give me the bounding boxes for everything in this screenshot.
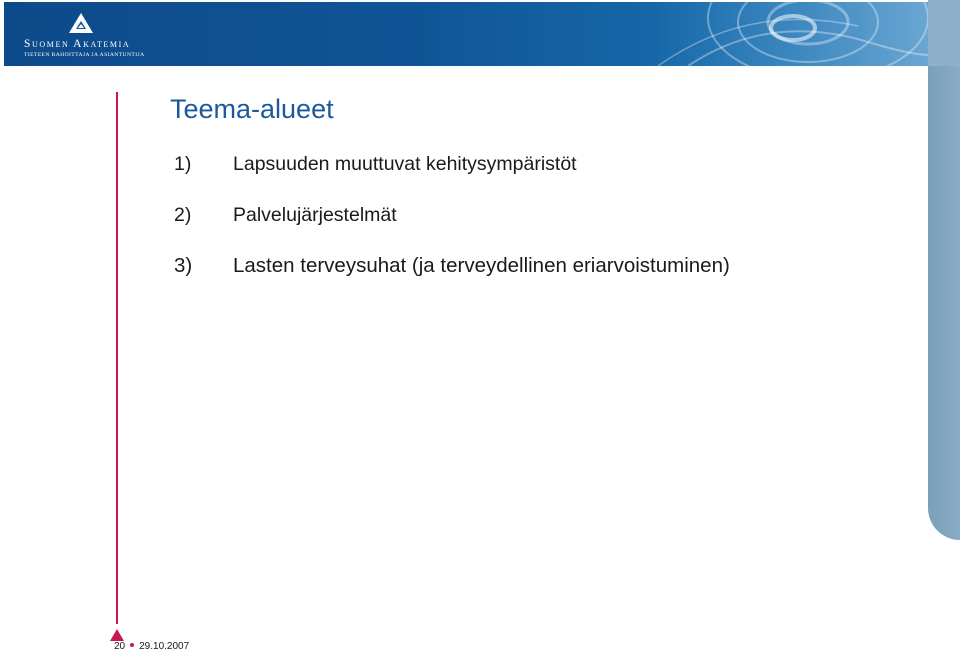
slide-title: Teema-alueet [170, 94, 334, 124]
side-decoration-top [928, 0, 960, 66]
logo-subtitle: TIETEEN RAHOITTAJA JA ASIANTUNTIJA [24, 52, 145, 58]
list-item-text: Lasten terveysuhat (ja terveydellinen eriarvoistuminen) [233, 254, 730, 277]
list-item-text: Lapsuuden muuttuvat kehitysympäristöt [233, 153, 577, 175]
list-item-text: Palvelujärjestelmät [233, 204, 397, 226]
logo-name: Suomen Akatemia [24, 38, 131, 50]
swirl-graphic [568, 2, 928, 66]
slide-footer [114, 641, 189, 652]
logo-triangle-icon [68, 12, 94, 34]
suomen-akatemia-logo [20, 10, 160, 60]
vertical-accent-line [116, 92, 118, 624]
slide-date: 29.10.2007 [139, 641, 190, 652]
page-number: 20 [114, 641, 126, 652]
list-item-number: 1) [174, 153, 192, 175]
footer-separator-dot [130, 643, 134, 647]
list-item-number: 3) [174, 254, 193, 277]
list-item-number: 2) [174, 204, 192, 226]
side-decoration-bar [928, 0, 960, 540]
footer-triangle-icon [110, 629, 124, 641]
header-banner [4, 2, 928, 66]
